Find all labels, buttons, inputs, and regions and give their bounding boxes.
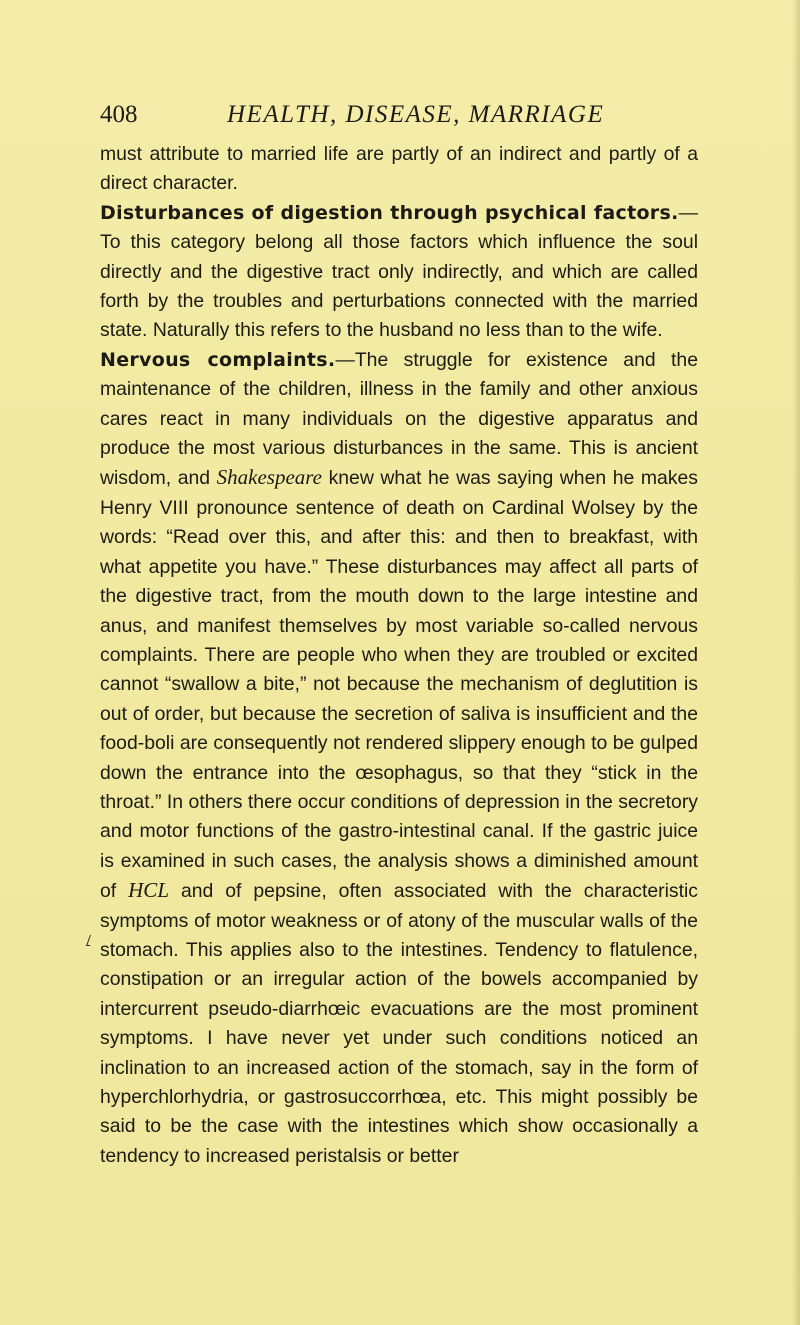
section-text-nervous-c: and of pepsine, often associated with the characteristic symptoms of motor weakness or of atony of the muscular walls of the stomach. This applies also to the intestines. Tendency to flatulence, constipation or an irregular action of the bowels accompanied by intercurrent pseudo-diarrhœic evacuations are the most prominent symptoms. I have never yet under such conditions noticed an inclination to an increased action of the stomach, say in the form of hyperchlorhydria, or gastrosuccorrhœa, etc. This might possibly be said to be the case with the intestines which show occasionally a tendency to increased peristalsis or better	[100, 880, 698, 1167]
running-title: HEALTH, DISEASE, MARRIAGE	[227, 101, 605, 128]
author-name-italic: Shakespeare	[216, 465, 322, 490]
paragraph-continuation: must attribute to married life are partly of an indirect and partly of a direct character.	[100, 143, 698, 195]
body-text	[100, 140, 698, 1171]
running-header	[100, 95, 700, 135]
page-edge-shadow	[792, 0, 800, 1325]
section-digestion-psychical	[100, 199, 698, 346]
em-dash: —	[335, 348, 355, 371]
page-number: 408	[100, 101, 138, 128]
section-heading-digestion: Disturbances of digestion through psychical factors.	[100, 201, 679, 224]
section-heading-nervous: Nervous complaints.	[100, 348, 336, 371]
section-text-nervous-b: knew what he was saying when he makes Henry VIII pronounce sentence of death on Cardinal Wolsey by the words: “Read over this, and after this: and then to breakfast, with what appetite you have.” These disturbances may affect all parts of the digestive tract, from the mouth down to the large intestine and anus, and manifest themselves by most variable so-called nervous complaints. There are people who when they are troubled or excited cannot “swallow a bite,” not because the mechanism of deglutition is out of order, but because the secretion of saliva is insufficient and the food-boli are consequently not rendered slippery enough to be gulped down the entrance into the œsophagus, so that they “stick in the throat.” In others there occur conditions of depression in the secretory and motor functions of the gastro-intestinal canal. If the gastric juice is examined in such cases, the analysis shows a diminished amount of	[100, 467, 698, 903]
section-text-nervous-a: The struggle for existence and the maintenance of the children, illness in the family and other anxious cares react in many individuals on the digestive apparatus and produce the most various disturbances in the same. This is ancient wisdom, and	[100, 348, 698, 490]
margin-pencil-mark	[86, 935, 94, 946]
section-nervous-complaints	[100, 346, 698, 1171]
em-dash: —	[678, 201, 698, 224]
section-text-digestion: To this category belong all those factors which influence the soul directly and the digestive tract only indirectly, and which are called forth by the troubles and perturbations connected with the married state. Naturally this refers to the husband no less than to the wife.	[100, 231, 698, 342]
chemical-formula-italic: HCL	[128, 878, 169, 903]
